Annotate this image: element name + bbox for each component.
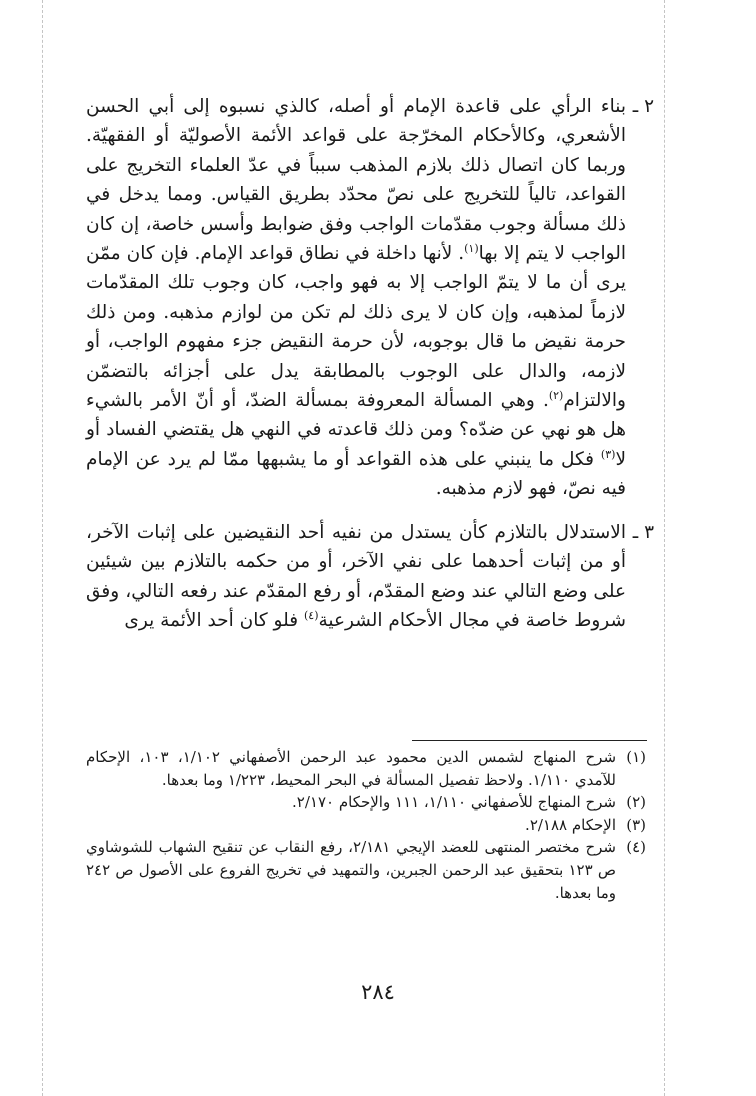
- item-text: فكل ما ينبني على هذه القواعد أو ما يشبهها ممّا لم يرد عن الإمام فيه نصّ، فهو لازم مذهبه.: [86, 448, 626, 500]
- footnote-number: (٤): [626, 838, 646, 857]
- footnote-text: شرح مختصر المنتهى للعضد الإيجي ٢/١٨١، رفع النقاب عن تنقيح الشهاب للشوشاوي ص ١٢٣ بتحقيق عبد الرحمن الجبرين، والتمهيد في تخريج الفروع على الأصول ص ٢٤٢ وما بعدها.: [86, 838, 616, 902]
- footnote-ref: (٢): [548, 388, 564, 402]
- item-text: بناء الرأي على قاعدة الإمام أو أصله، كالذي نسبوه إلى أبي الحسن الأشعري، وكالأحكام المخرّجة على قواعد الأئمة الأصوليّة أو الفقهيّة. وربما كان اتصال ذلك بلازم المذهب سبباً في عدّ العلماء التخريج على القواعد، تالياً للتخريج على نصّ محدّد بطريق القياس. ومما يدخل في ذلك مسألة وجوب مقدّمات الواجب وفق ضوابط وأسس خاصة، إن كان الواجب لا يتم إلا بها: [86, 96, 626, 265]
- footnote-ref: (٣): [600, 447, 616, 461]
- footnote: [86, 836, 646, 904]
- scan-fold-line-right: [664, 0, 665, 1096]
- item-text: فلو كان أحد الأئمة يرى: [124, 609, 304, 631]
- footnote-text: شرح المنهاج للأصفهاني ١/١١٠، ١١١ والإحكام ٢/١٧٠.: [292, 793, 616, 812]
- footnote-separator: [412, 740, 647, 741]
- item-number: ٣ ـ: [632, 521, 654, 543]
- list-item: [86, 92, 654, 504]
- item-number: ٢ ـ: [632, 96, 654, 117]
- scan-fold-line-left: [42, 0, 43, 1096]
- item-text: الاستدلال بالتلازم كأن يستدل من نفيه أحد النقيضين على إثبات الآخر، أو من إثبات أحدهما على نفي الآخر، أو من حكمه بالتلازم بين شيئين على وضع التالي عند وضع المقدّم، أو رفع المقدّم عند رفعه التالي، وفق شروط خاصة في مجال الأحكام الشرعية: [86, 521, 626, 631]
- footnote-ref: (٤): [303, 608, 319, 622]
- footnote-ref: (١): [464, 241, 479, 255]
- item-paragraph: [86, 92, 626, 504]
- footnotes: [86, 746, 646, 904]
- page-number: ٢٨٤: [361, 980, 395, 1004]
- footnote-number: (١): [626, 748, 646, 766]
- footnote-text: شرح المنهاج لشمس الدين محمود عبد الرحمن الأصفهاني ١/١٠٢، ١٠٣، الإحكام للآمدي ١/١١٠. ولاحظ تفصيل المسألة في البحر المحيط، ١/٢٢٣ وما بعدها.: [86, 748, 617, 789]
- footnote-number: (٣): [626, 815, 646, 834]
- item-text: . وهي المسألة المعروفة بمسألة الضدّ، أو أنّ الأمر بالشيء هل هو نهي عن ضدّه؟ ومن ذلك قاعدته في النهي هل يقتضي الفساد أو لا: [86, 390, 626, 470]
- list-item: [86, 518, 654, 636]
- item-text: . لأنها داخلة في نطاق قواعد الإمام. فإن كان ممّن يرى أن ما لا يتمّ الواجب إلا به فهو واجب، كان وجوب تلك المقدّمات لازماً لمذهبه، وإن كان لا يرى ذلك لم تكن من لوازم مذهبه. ومن ذلك حرمة نقيض ما قال بوجوبه، لأن حرمة النقيض جزء مفهوم الواجب، أو لازمه، والدال على الوجوب بالمطابقة يدل على أجزائه بالتضمّن والالتزام: [86, 243, 626, 412]
- item-paragraph: [86, 518, 626, 636]
- footnote: [86, 791, 646, 814]
- footnote-text: الإحكام ٢/١٨٨.: [525, 815, 616, 834]
- footnote: [86, 746, 646, 791]
- footnote-number: (٢): [626, 793, 646, 812]
- footnote: [86, 814, 646, 837]
- main-text: [86, 92, 654, 635]
